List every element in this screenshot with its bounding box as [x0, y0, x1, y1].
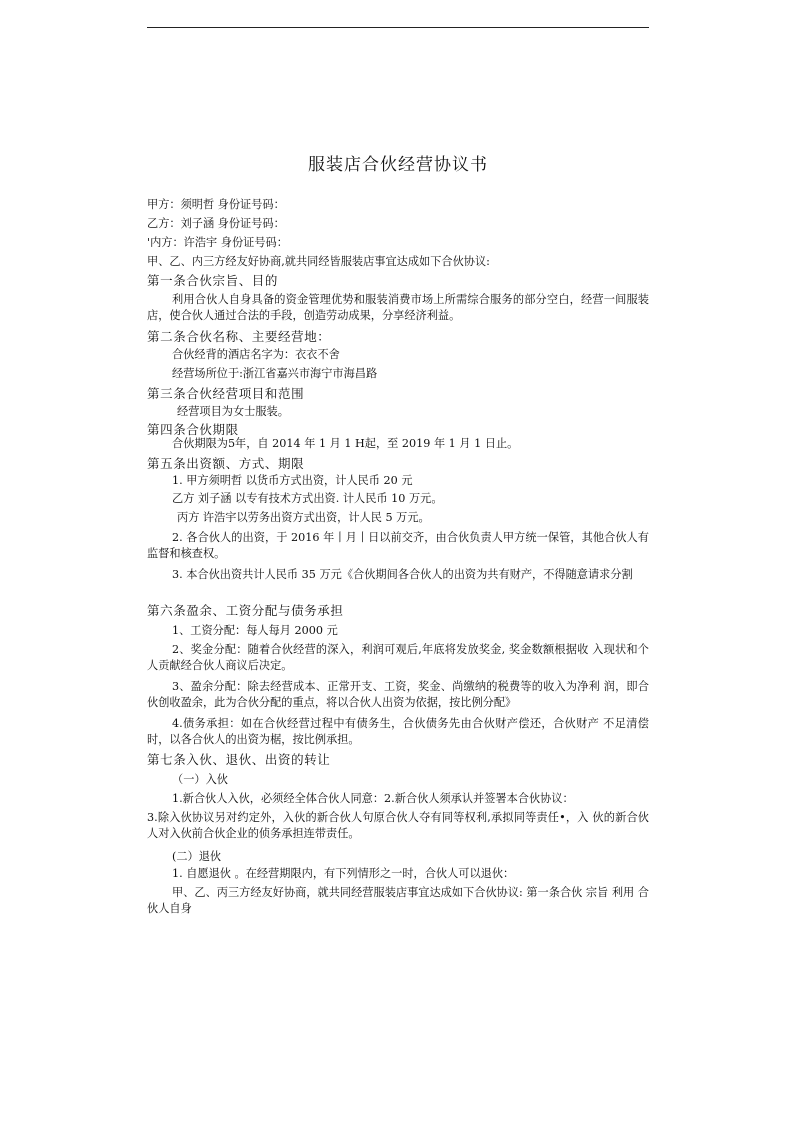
article-5-party-a-capital: 1. 甲方须明哲 以货币方式出资，计人民币 20 元 [172, 474, 413, 487]
header-rule [147, 27, 649, 28]
article-6-debt-clause: 4.债务承担：如在合伙经营过程中有债务生，合伙债务先由合伙财产偿还，合伙财产 不足清偿时，以各合伙人的出资为椐，按比例承担。 [147, 717, 649, 746]
document-title: 服装店合伙经营协议书 [308, 155, 488, 175]
article-7-withdrawal-line: 1. 自愿退伙 。在经营期限内，有下列情形之一时，合伙人可以退伙： [172, 867, 515, 880]
article-7-withdrawal-subheading: (二）退伙 [172, 850, 222, 863]
article-6-bonus-clause: 2、奖金分配：随着合伙经营的深入，利润可观后,年底将发放奖金, 奖金数额根据收 入现状和个人贡献经合伙人商议后决定。 [147, 643, 649, 672]
article-7-admission-clause: 3.除入伙协议另对约定外，入伙的新合伙人句原合伙人夺有同等权利,承拟同等责任•，入 伙的新合伙人对入伙前合伙企业的侦务承担连带责任。 [147, 811, 649, 840]
article-2-address-line: 经营场所位于:浙江省嘉兴市海宁市海昌路 [172, 367, 378, 380]
article-1-paragraph: 利用合伙人自身具备的资金管理优势和服装消费市场上所需综合服务的部分空白，经营一间服装店，使合伙人通过合法的手段，创造劳动成果，分享经济利益。 [147, 293, 649, 322]
party-a-line: 甲方：须明哲 身份证号码： [147, 198, 285, 211]
article-1-heading: 第一条合伙宗旨、目的 [147, 273, 279, 288]
article-2-heading: 第二条合伙名称、主要经营地： [147, 329, 331, 344]
article-6-surplus-clause: 3、盈余分配：除去经营成本、正常开支、工资，奖金、尚缴纳的税费等的收入为净利 润，即合伙创收盈余，此为合伙分配的重点，将以合伙人出资为依据，按比例分配》 [147, 680, 649, 709]
article-3-heading: 第三条合伙经营项目和范围 [147, 386, 305, 401]
article-7-admission-line: 1.新合伙人入伙，必须经全体合伙人同意：2.新合伙人须承认并签署本合伙协议： [172, 792, 574, 805]
party-c-line: '内方：许浩宇 身份证号码： [147, 236, 288, 249]
article-3-scope-line: 经营项目为女士服装。 [177, 405, 289, 418]
party-b-line: 乙方：刘子涵 身份证号码： [147, 217, 285, 230]
article-5-party-c-capital: 丙方 许浩宇以劳务出资方式出资，计人民 5 万元。 [177, 511, 430, 524]
article-5-clause-3: 3. 本合伙出资共计人民币 35 万元《合伙期间各合伙人的出资为共有财产，不得随意请求分割 [172, 568, 633, 581]
article-4-term-line: 合伙期限为5年，自 2014 年 1 月 1 H起，至 2019 年 1 月 1 日止。 [172, 437, 519, 450]
article-7-heading: 第七条入伙、退伙、出资的转让 [147, 752, 331, 767]
article-5-heading: 第五条出资额、方式、期限 [147, 456, 305, 471]
article-4-heading: 第四条合伙期限 [147, 422, 239, 437]
article-5-clause-2: 2. 各合伙人的出资，于 2016 年丨月丨日以前交齐，由合伙负责人甲方统一保管，其他合伙人有监督和核查权。 [147, 531, 649, 560]
article-5-party-b-capital: 乙方 刘子涵 以专有技术方式出资. 计人民币 10 万元。 [172, 492, 443, 505]
preamble-line: 甲、乙、内三方经友好协商,就共同经皆服装店事宜达成如下合伙协议: [147, 255, 490, 268]
article-2-name-line: 合伙经背的酒店名字为：衣衣不舍 [172, 348, 340, 361]
article-6-heading: 第六条盈余、工资分配与债务承担 [147, 603, 344, 618]
article-6-wage-line: 1、工资分配：每人每月 2000 元 [172, 624, 338, 637]
article-7-closing-paragraph: 甲、乙、丙三方经友好协商，就共同经营服装店事宜达成如下合伙协议: 第一条合伙 宗旨 利用 合 伙人自身 [147, 886, 649, 915]
article-7-admission-subheading: （一）入伙 [172, 773, 228, 786]
